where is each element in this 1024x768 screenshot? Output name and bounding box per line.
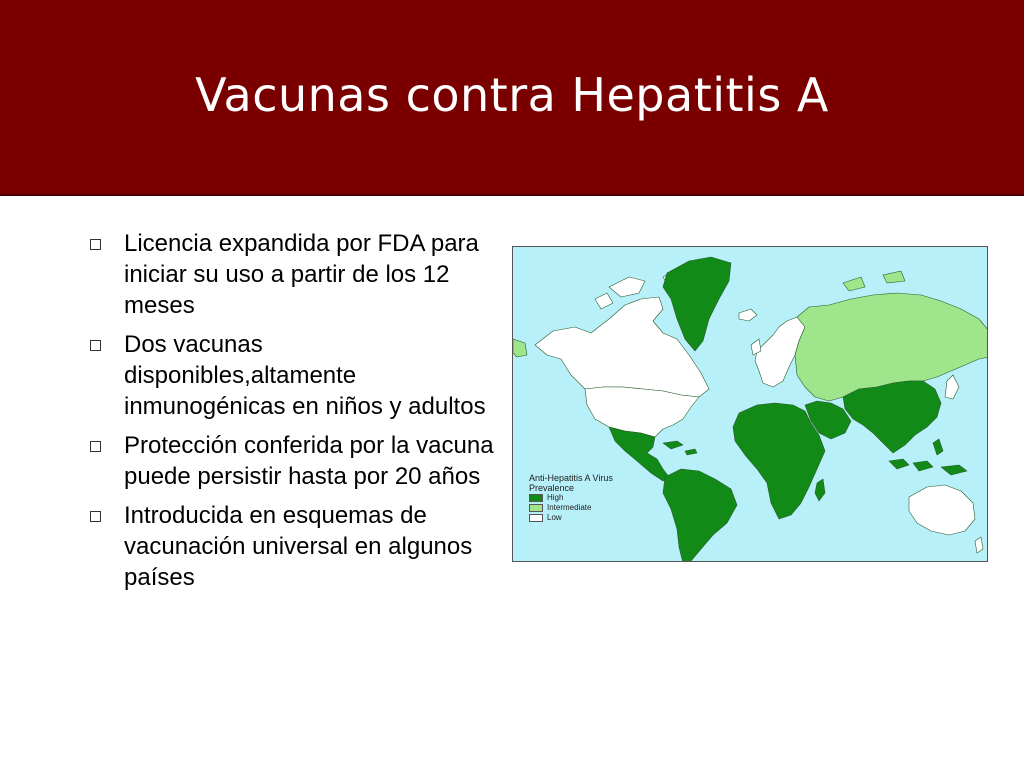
- legend-label-high: High: [547, 493, 564, 502]
- bullet-item: [88, 329, 498, 422]
- region-caribbean: [663, 441, 697, 455]
- legend-label-low: Low: [547, 513, 562, 522]
- region-madagascar: [815, 479, 825, 501]
- slide-header: [0, 0, 1024, 196]
- bullet-item: [88, 228, 498, 321]
- legend-label-intermediate: Intermediate: [547, 503, 592, 512]
- world-prevalence-map: [512, 246, 988, 562]
- legend-title-line1: Anti-Hepatitis A Virus: [529, 473, 613, 483]
- square-bullet-icon: [90, 239, 101, 250]
- legend-item-high: [529, 493, 613, 503]
- bullet-text: Dos vacunas disponibles,altamente inmunogénicas en niños y adultos: [124, 331, 486, 420]
- region-mexico-central-america: [609, 427, 669, 481]
- map-legend: [529, 473, 613, 523]
- legend-swatch-intermediate: [529, 504, 543, 512]
- legend-title-line2: Prevalence: [529, 483, 575, 493]
- legend-swatch-low: [529, 514, 543, 522]
- region-iceland: [739, 309, 757, 321]
- region-new-zealand: [975, 537, 983, 553]
- legend-swatch-high: [529, 494, 543, 502]
- slide-title: Vacunas contra Hepatitis A: [195, 68, 829, 122]
- legend-item-low: [529, 513, 613, 523]
- bullet-text: Protección conferida por la vacuna puede persistir hasta por 20 años: [124, 432, 494, 490]
- region-south-america: [663, 469, 737, 562]
- region-greenland: [663, 257, 731, 351]
- region-australia: [909, 485, 975, 535]
- bullet-text: Licencia expandida por FDA para iniciar su uso a partir de los 12 meses: [124, 230, 479, 319]
- bullet-text: Introducida en esquemas de vacunación universal en algunos países: [124, 502, 473, 591]
- bullet-item: [88, 500, 498, 593]
- square-bullet-icon: [90, 441, 101, 452]
- region-asia-high: [843, 381, 941, 453]
- bullet-list: [88, 228, 498, 601]
- region-arctic-russia-islands: [843, 271, 905, 291]
- square-bullet-icon: [90, 511, 101, 522]
- legend-item-intermediate: [529, 503, 613, 513]
- region-chukotka-west: [513, 339, 527, 357]
- region-japan: [945, 375, 959, 399]
- square-bullet-icon: [90, 340, 101, 351]
- bullet-item: [88, 430, 498, 492]
